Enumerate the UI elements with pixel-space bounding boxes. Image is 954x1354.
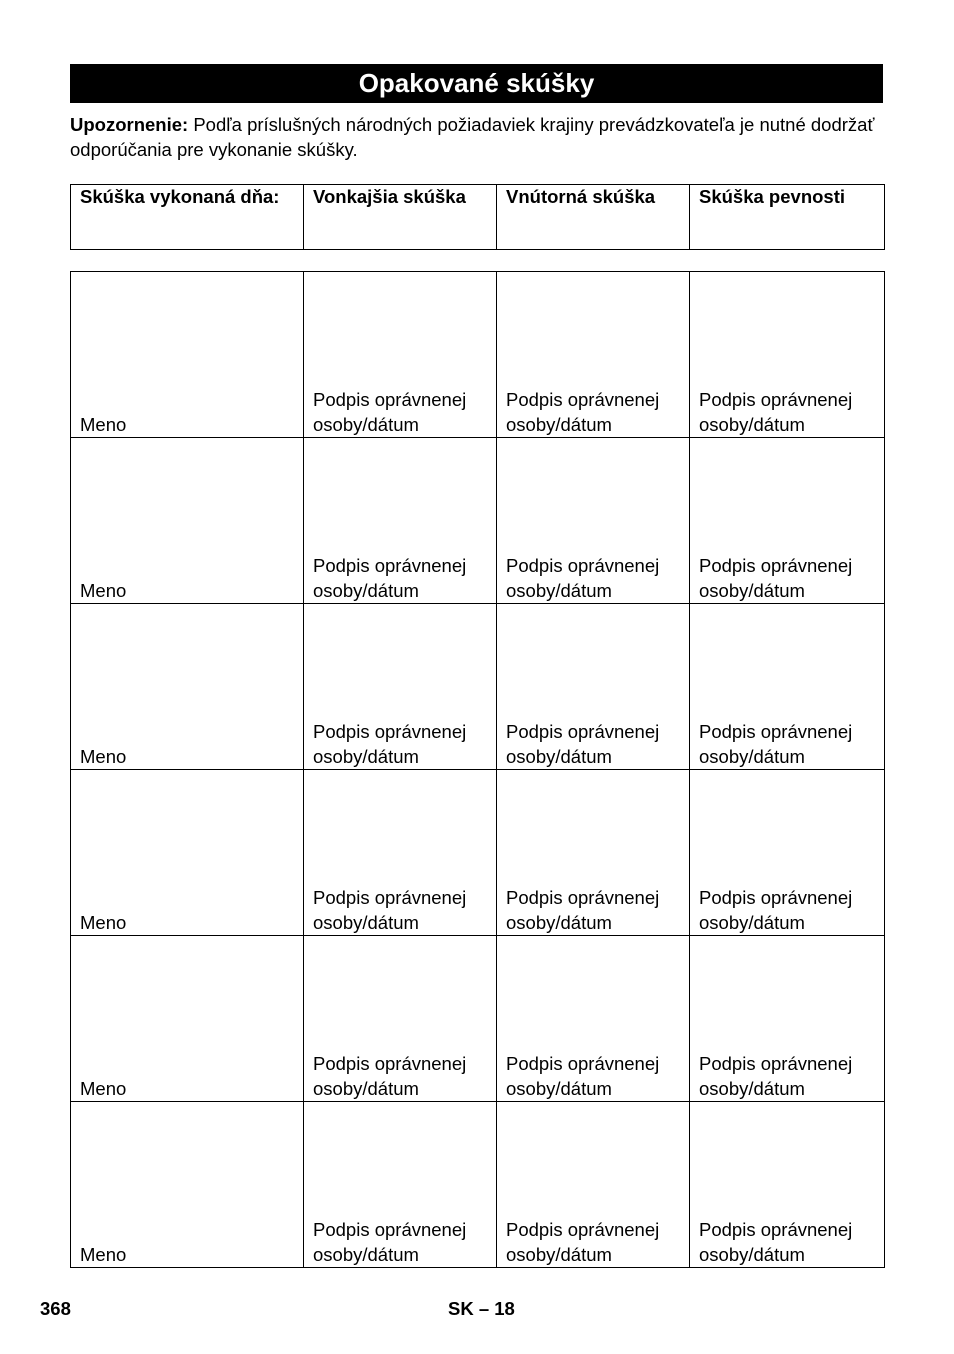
- signature-cell[interactable]: Podpis oprávnenej osoby/dátum: [690, 936, 885, 1102]
- signature-cell[interactable]: Podpis oprávnenej osoby/dátum: [304, 770, 497, 936]
- name-cell[interactable]: Meno: [71, 1102, 304, 1268]
- table-row: [71, 936, 885, 1102]
- section-marker: SK – 18: [448, 1298, 515, 1319]
- name-cell[interactable]: Meno: [71, 272, 304, 438]
- name-cell[interactable]: Meno: [71, 438, 304, 604]
- table-row: [71, 438, 885, 604]
- page-number: 368: [40, 1298, 71, 1319]
- header-date-cell: Skúška vykonaná dňa:: [71, 185, 304, 250]
- signature-cell[interactable]: Podpis oprávnenej osoby/dátum: [497, 1102, 690, 1268]
- header-strength-cell: Skúška pevnosti: [690, 185, 885, 250]
- signature-cell[interactable]: Podpis oprávnenej osoby/dátum: [690, 604, 885, 770]
- signature-cell[interactable]: Podpis oprávnenej osoby/dátum: [497, 936, 690, 1102]
- notice-paragraph: [70, 112, 890, 162]
- inspection-header-table: [70, 184, 885, 250]
- header-external-cell: Vonkajšia skúška: [304, 185, 497, 250]
- signature-cell[interactable]: Podpis oprávnenej osoby/dátum: [690, 272, 885, 438]
- name-cell[interactable]: Meno: [71, 936, 304, 1102]
- header-row: [71, 185, 885, 250]
- signature-cell[interactable]: Podpis oprávnenej osoby/dátum: [497, 770, 690, 936]
- table-row: [71, 1102, 885, 1268]
- name-cell[interactable]: Meno: [71, 604, 304, 770]
- signature-cell[interactable]: Podpis oprávnenej osoby/dátum: [304, 936, 497, 1102]
- signature-cell[interactable]: Podpis oprávnenej osoby/dátum: [690, 1102, 885, 1268]
- table-row: [71, 272, 885, 438]
- signature-cell[interactable]: Podpis oprávnenej osoby/dátum: [304, 1102, 497, 1268]
- notice-label: Upozornenie:: [70, 114, 189, 135]
- name-cell[interactable]: Meno: [71, 770, 304, 936]
- notice-text: Podľa príslušných národných požiadaviek krajiny prevádzkovateľa je nutné dodržať odporúčania pre vykonanie skúšky.: [70, 114, 875, 160]
- signature-cell[interactable]: Podpis oprávnenej osoby/dátum: [497, 604, 690, 770]
- signature-cell[interactable]: Podpis oprávnenej osoby/dátum: [497, 438, 690, 604]
- signature-cell[interactable]: Podpis oprávnenej osoby/dátum: [690, 770, 885, 936]
- signature-cell[interactable]: Podpis oprávnenej osoby/dátum: [690, 438, 885, 604]
- table-row: [71, 770, 885, 936]
- signature-cell[interactable]: Podpis oprávnenej osoby/dátum: [497, 272, 690, 438]
- inspection-record-table: [70, 271, 885, 1268]
- page-title: Opakované skúšky: [70, 64, 883, 103]
- header-internal-cell: Vnútorná skúška: [497, 185, 690, 250]
- table-row: [71, 604, 885, 770]
- signature-cell[interactable]: Podpis oprávnenej osoby/dátum: [304, 604, 497, 770]
- signature-cell[interactable]: Podpis oprávnenej osoby/dátum: [304, 438, 497, 604]
- signature-cell[interactable]: Podpis oprávnenej osoby/dátum: [304, 272, 497, 438]
